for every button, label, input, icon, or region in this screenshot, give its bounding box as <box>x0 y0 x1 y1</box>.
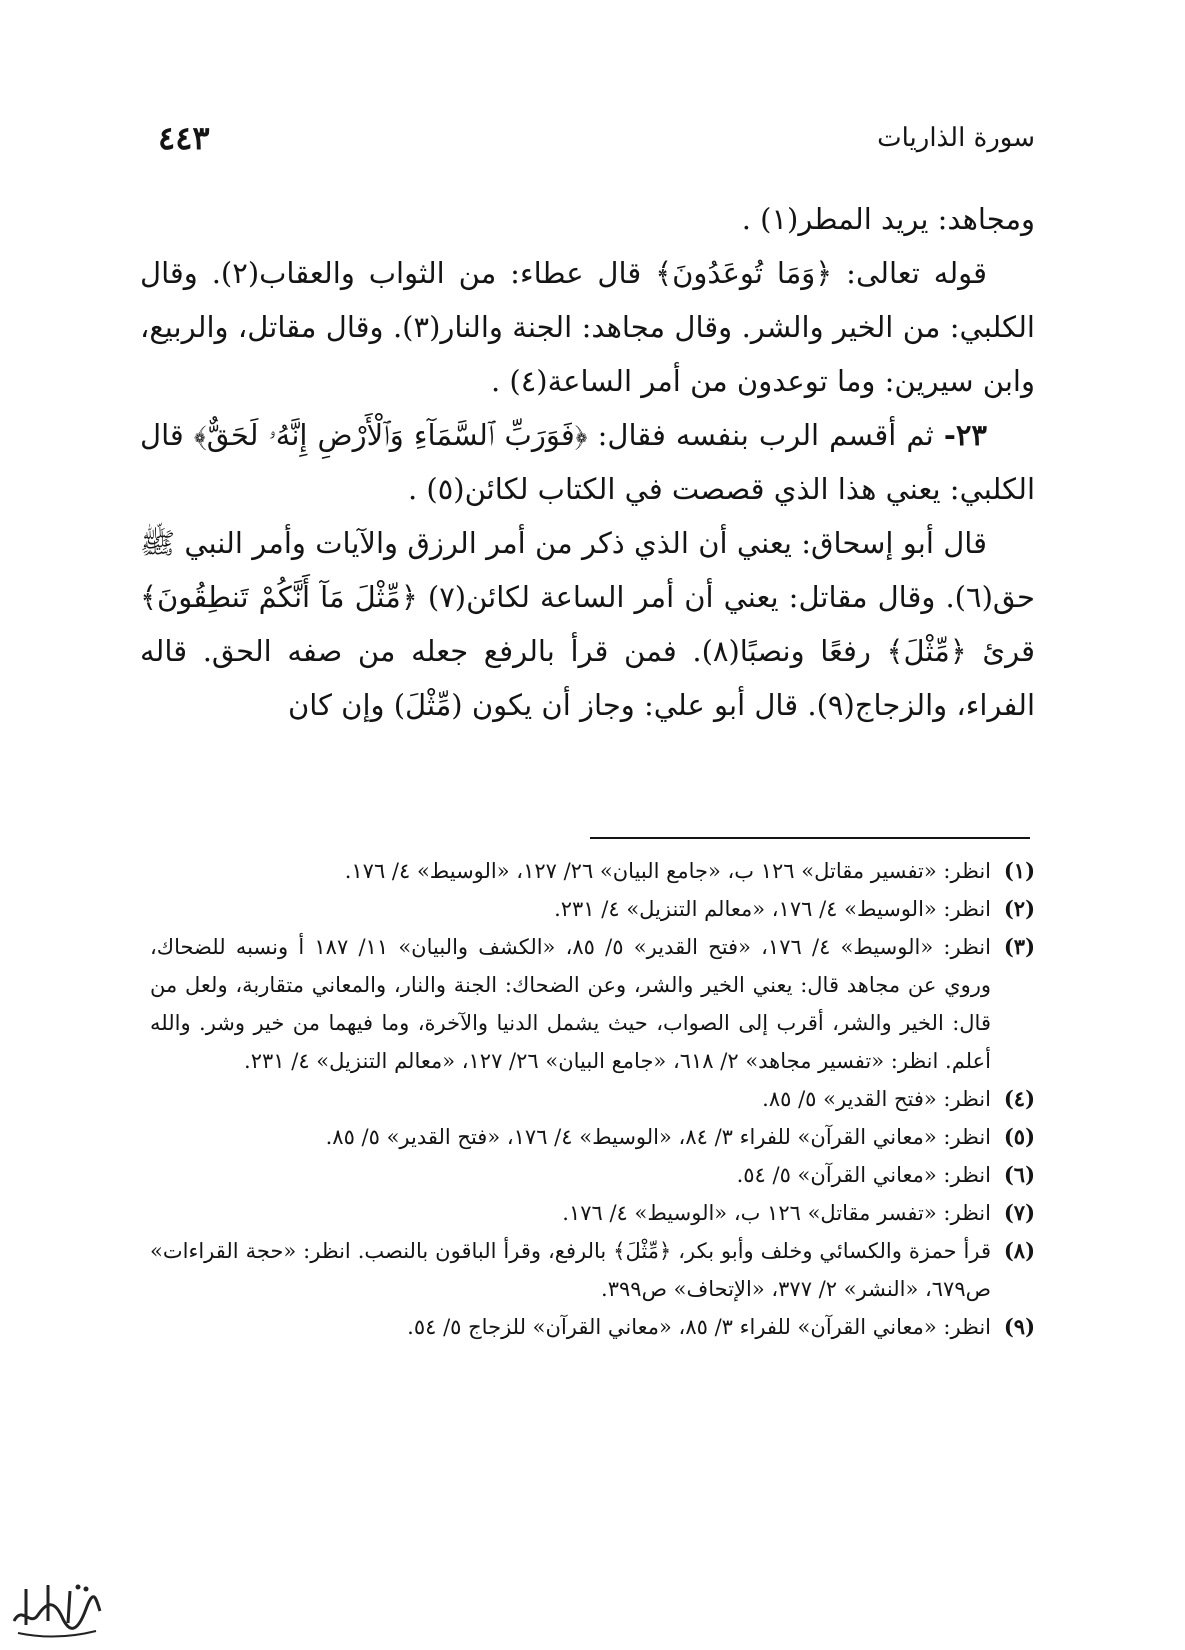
footnote-text: انظر: «الوسيط» ٤/ ١٧٦، «فتح القدير» ٥/ ٨٥، «الكشف والبيان» ١١/ ١٨٧ أ ونسبه للضحاك، وروي عن مجاهد قال: يعني الخير والشر، وعن الضحاك: الجنة والنار، والمعاني متقاربة، ولعل من قال: الخير والشر، أقرب إلى الصواب، حيث يشمل الدنيا والآخرة، وما فيهما من خير وشر. والله أعلم. انظر: «تفسير مجاهد» ٢/ ٦١٨، «جامع البيان» ٢٦/ ١٢٧، «معالم التنزيل» ٤/ ٢٣١. <box>150 935 991 1073</box>
footnote-number: (٣) <box>1003 934 1035 959</box>
footnote <box>150 1118 1035 1156</box>
footnote-text: انظر: «فتح القدير» ٥/ ٨٥. <box>762 1087 991 1111</box>
paragraph-2: قوله تعالى: ﴿وَمَا تُوعَدُونَ﴾ قال عطاء: من الثواب والعقاب(٢). وقال الكلبي: من الخير والشر. وقال مجاهد: الجنة والنار(٣). وقال مقاتل، والربيع، وابن سيرين: وما توعدون من أمر الساعة(٤) . <box>140 256 1035 398</box>
footnote-number: (٢) <box>1003 896 1035 921</box>
footnote-number: (١) <box>1003 858 1035 883</box>
footnote-number: (٩) <box>1003 1314 1035 1339</box>
paragraph-4: قال أبو إسحاق: يعني أن الذي ذكر من أمر الرزق والآيات وأمر النبي ﷺ حق(٦). وقال مقاتل: يعني أن أمر الساعة لكائن(٧) ﴿مِّثْلَ مَآ أَنَّكُمْ تَنطِقُونَ﴾ قرئ ﴿مِّثْلَ﴾ رفعًا ونصبًا(٨). فمن قرأ بالرفع جعله من صفه الحق. قاله الفراء، والزجاج(٩). قال أبو علي: وجاز أن يكون (مِّثْلَ) وإن كان <box>140 526 1035 722</box>
main-text <box>140 192 1035 732</box>
footnote-number: (٤) <box>1003 1086 1035 1111</box>
footnote-text: انظر: «الوسيط» ٤/ ١٧٦، «معالم التنزيل» ٤/ ٢٣١. <box>554 897 991 921</box>
paragraph-1: ومجاهد: يريد المطر(١) . <box>741 202 1035 236</box>
footnote-number: (٨) <box>1003 1238 1035 1263</box>
calligraphy-logo <box>8 1575 104 1643</box>
page-number: ٤٤٣ <box>158 119 210 157</box>
footnote-text: انظر: «معاني القرآن» ٥/ ٥٤. <box>736 1163 991 1187</box>
footnote <box>150 1194 1035 1232</box>
footnote <box>150 890 1035 928</box>
footnote-text: انظر: «معاني القرآن» للفراء ٣/ ٨٥، «معاني القرآن» للزجاج ٥/ ٥٤. <box>407 1315 991 1339</box>
paragraph-3 <box>140 408 1035 516</box>
footnote <box>150 1308 1035 1346</box>
footnote-separator <box>590 837 1030 839</box>
verse-number: ٢٣- <box>943 418 988 452</box>
surah-title: سورة الذاريات <box>877 123 1035 153</box>
footnote <box>150 1232 1035 1308</box>
footnote <box>150 852 1035 890</box>
footnote <box>150 1080 1035 1118</box>
footnote-text: انظر: «معاني القرآن» للفراء ٣/ ٨٤، «الوسيط» ٤/ ١٧٦، «فتح القدير» ٥/ ٨٥. <box>325 1125 991 1149</box>
footnote <box>150 1156 1035 1194</box>
footnotes <box>150 852 1035 1346</box>
footnote-number: (٦) <box>1003 1162 1035 1187</box>
footnote-text: قرأ حمزة والكسائي وخلف وأبو بكر، ﴿مِّثْلَ﴾ بالرفع، وقرأ الباقون بالنصب. انظر: «حجة القراءات» ص٦٧٩، «النشر» ٢/ ٣٧٧، «الإتحاف» ص٣٩٩. <box>150 1239 991 1301</box>
footnote-text: انظر: «تفسر مقاتل» ١٢٦ ب، «الوسيط» ٤/ ١٧٦. <box>562 1201 991 1225</box>
paragraph-3-text: ثم أقسم الرب بنفسه فقال: ﴿فَوَرَبِّ ٱلسَّمَآءِ وَٱلْأَرْضِ إِنَّهُۥ لَحَقٌّ﴾ قال الكلبي: يعني هذا الذي قصصت في الكتاب لكائن(٥) . <box>140 418 1035 506</box>
footnote-number: (٥) <box>1003 1124 1035 1149</box>
footnote-number: (٧) <box>1003 1200 1035 1225</box>
footnote-text: انظر: «تفسير مقاتل» ١٢٦ ب، «جامع البيان» ٢٦/ ١٢٧، «الوسيط» ٤/ ١٧٦. <box>344 859 991 883</box>
footnote <box>150 928 1035 1080</box>
